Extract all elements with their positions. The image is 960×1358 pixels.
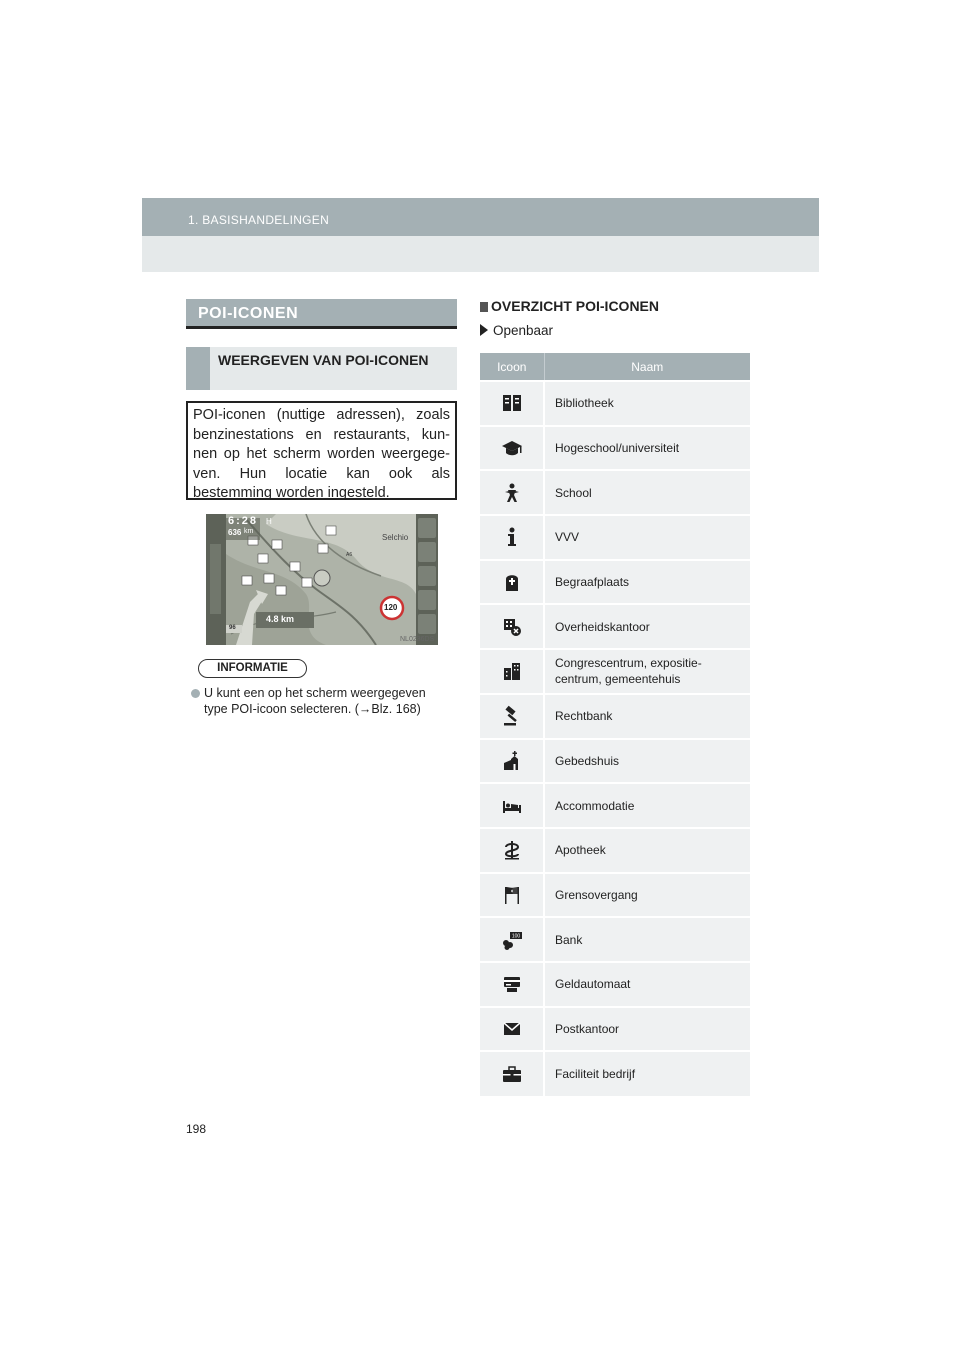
map-distance-top: 636 [228, 528, 242, 537]
info-icon [501, 526, 523, 548]
poi-name: Bank [544, 917, 750, 962]
chapter-header [142, 198, 819, 236]
map-distance-next: 4.8 km [266, 614, 295, 624]
page-number: 198 [186, 1122, 207, 1136]
table-row [480, 1051, 750, 1096]
svg-text:100: 100 [511, 933, 520, 940]
poi-name: Accommodatie [544, 783, 750, 828]
school-children-icon [501, 482, 523, 504]
table-row [480, 560, 750, 605]
map-road-tag: A6 [346, 552, 353, 558]
column-header-name: Naam [544, 353, 750, 381]
poi-name: Apotheek [544, 828, 750, 873]
table-row [480, 381, 750, 426]
overview-subheading [480, 323, 553, 338]
overview-subheading-text: Openbaar [493, 323, 554, 338]
gavel-icon [501, 705, 523, 727]
border-flags-icon [501, 884, 523, 906]
briefcase-icon [501, 1063, 523, 1085]
atm-card-icon [501, 973, 523, 995]
map-distance-top-unit: km [244, 528, 254, 535]
library-icon [501, 392, 523, 414]
subsection-accent-bar [186, 347, 210, 390]
poi-name: Hogeschool/universiteit [544, 426, 750, 471]
poi-name: VVV [544, 515, 750, 560]
tombstone-icon [501, 571, 523, 593]
poi-name: Postkantoor [544, 1007, 750, 1052]
chapter-header-sub [142, 236, 819, 272]
table-row [480, 515, 750, 560]
chapter-title: 1. BASISHANDELINGEN [188, 213, 330, 227]
triangle-bullet-icon [480, 324, 488, 336]
table-row [480, 739, 750, 784]
bullet-dot [191, 689, 200, 698]
section-title [186, 299, 457, 329]
table-row [480, 649, 750, 694]
bank-money-icon [501, 929, 523, 951]
poi-name: Congrescentrum, expositie- centrum, gemeentehuis [544, 649, 750, 694]
info-text-line1: U kunt een op het scherm weergegeven [204, 686, 426, 700]
map-time-unit: H [266, 517, 272, 526]
envelope-icon [501, 1018, 523, 1040]
map-place-name: Selchio [382, 533, 409, 542]
table-row [480, 828, 750, 873]
poi-name: Gebedshuis [544, 739, 750, 784]
table-row [480, 604, 750, 649]
poi-name: Faciliteit bedrijf [544, 1051, 750, 1096]
map-road-number: 96 [229, 625, 236, 631]
info-text-line2: type POI-icoon selecteren. (→Blz. 168) [204, 702, 421, 716]
table-row [480, 1007, 750, 1052]
table-header-row [480, 353, 750, 381]
poi-name: Geldautomaat [544, 962, 750, 1007]
column-header-icon: Icoon [480, 353, 544, 381]
subsection-title [186, 347, 457, 390]
info-text [191, 685, 461, 717]
pharmacy-icon [501, 839, 523, 861]
table-row [480, 470, 750, 515]
poi-name: Bibliotheek [544, 381, 750, 426]
table-row [480, 962, 750, 1007]
city-hall-icon [501, 660, 523, 682]
description-text: POI-iconen (nuttige adressen), zoals benzinestations en restaurants, kun-nen op het scherm worden weergege-ven. Hun locatie kan ook als bestemming worden ingesteld. [193, 407, 450, 501]
description-box [186, 401, 457, 500]
table-row [480, 917, 750, 962]
info-badge: INFORMATIE [198, 659, 307, 678]
table-row [480, 426, 750, 471]
poi-name: Overheidskantoor [544, 604, 750, 649]
table-row [480, 694, 750, 739]
map-speed-limit: 120 [384, 603, 398, 612]
subsection-title-text: WEERGEVEN VAN POI-ICONEN [218, 352, 429, 368]
map-image-code: NL0236DS [400, 636, 435, 643]
church-icon [501, 750, 523, 772]
section-title-text: POI-ICONEN [198, 305, 299, 322]
map-time: 6:28 [228, 515, 259, 527]
table-row [480, 783, 750, 828]
overview-title [480, 298, 659, 314]
map-screenshot [206, 514, 438, 645]
overview-title-text: OVERZICHT POI-ICONEN [491, 298, 660, 314]
government-office-icon [501, 616, 523, 638]
section-square-icon [480, 302, 488, 312]
graduation-cap-icon [501, 437, 523, 459]
poi-name: Rechtbank [544, 694, 750, 739]
bed-icon [501, 795, 523, 817]
poi-icon-table [480, 353, 750, 1096]
poi-name: Begraafplaats [544, 560, 750, 605]
poi-name: School [544, 470, 750, 515]
table-row [480, 873, 750, 918]
poi-name: Grensovergang [544, 873, 750, 918]
